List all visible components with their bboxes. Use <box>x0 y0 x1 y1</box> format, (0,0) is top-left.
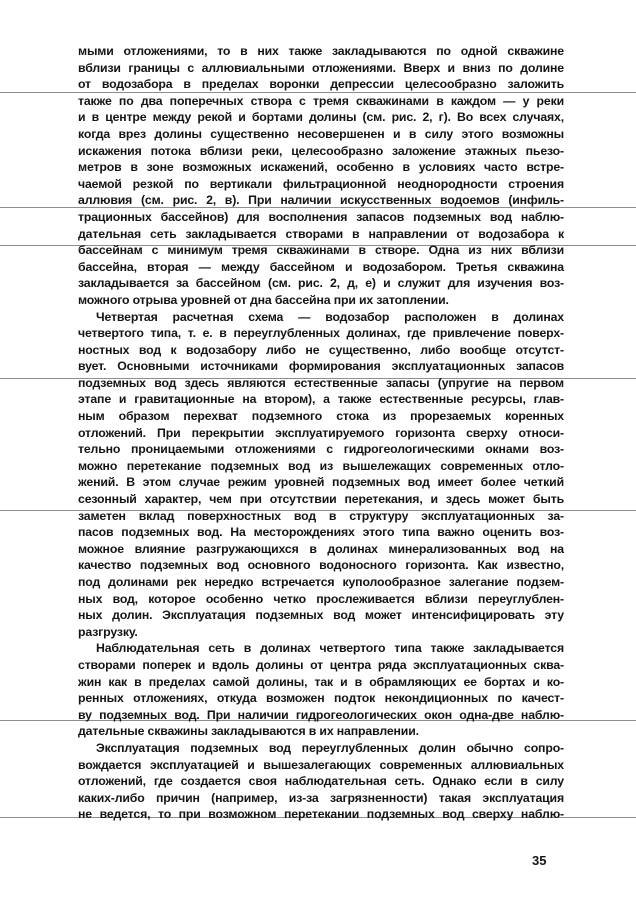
text-line: вблизи границы с аллювиальными отложениями. Вверх и вниз по долине <box>78 60 564 75</box>
text-line: этапе и гравитационные на втором), а также естественные ресурсы, глав- <box>78 392 564 407</box>
text-line: четвертого типа, т. е. в переуглубленных долинах, где привлечение поверх- <box>78 326 564 341</box>
text-line: отложений. При перекрытии эксплуатируемого горизонта сверху относи- <box>78 425 564 440</box>
text-line: заметен вклад поверхностных вод в структуру эксплуатационных за- <box>78 508 564 523</box>
text-line: и в центре между рекой и бортами долины (см. рис. 2, г). Во всех случаях, <box>78 110 564 125</box>
text-line: также по два поперечных створа с тремя скважинами в каждом — у реки <box>78 93 564 108</box>
text-line: можное влияние разгружающихся в долинах минерализованных вод на <box>78 541 564 556</box>
body-text <box>78 43 564 823</box>
text-line: ву подземных вод. При наличии гидрогеологических окон одна-две наблю- <box>78 707 564 722</box>
text-line: ных вод, которое особенно четко прослеживается вблизи переуглублен- <box>78 591 564 606</box>
text-line: бассейнам с минимум тремя скважинами в створе. Одна из них вблизи <box>78 243 564 258</box>
text-line: Четвертая расчетная схема — водозабор расположен в долинах <box>96 309 564 324</box>
text-line: искажения потока вблизи реки, целесообразно заложение этажных пьезо- <box>78 143 564 158</box>
text-line: можно перетекание подземных вод из вышележащих современных отло- <box>78 458 564 473</box>
text-line: вождается эксплуатацией и вышезалегающих современных аллювиальных <box>78 757 564 772</box>
text-line: сезонный характер, чем при отсутствии перетекания, и здесь может быть <box>78 492 564 507</box>
text-line: тельно проницаемыми отложениями с гидрогеологическими окнами воз- <box>78 442 564 457</box>
text-line: можного отрыва уровней от дна бассейна при их затоплении. <box>78 292 449 307</box>
text-line: жений. В этом случае режим уровней подземных вод имеет более четкий <box>78 475 564 490</box>
text-line: бассейна, вторая — между бассейном и водозабором. Третья скважина <box>78 259 564 274</box>
text-line: жин как в пределах самой долины, так и в обрамляющих ее бортах и ко- <box>78 674 564 689</box>
text-line: чаемой резкой по вертикали фильтрационной неоднородности строения <box>78 176 564 191</box>
text-line: не ведется, то при возможном перетекании подземных вод сверху наблю- <box>78 807 564 822</box>
text-line: аллювия (см. рис. 2, в). При наличии искусственных водоемов (инфиль- <box>78 193 564 208</box>
text-line: створами поперек и вдоль долины от центра ряда эксплуатационных сква- <box>78 657 564 672</box>
text-line: когда врез долины существенно несовершенен и в силу этого возможны <box>78 126 564 141</box>
text-line: Наблюдательная сеть в долинах четвертого типа также закладывается <box>96 641 564 656</box>
text-line: пасов подземных вод. На месторождениях этого типа важно оценить воз- <box>78 525 564 540</box>
text-line: ренных отложениях, откуда возможен подток некондиционных по качест- <box>78 691 564 706</box>
text-line: ностных вод к водозабору либо не существенно, либо вообще отсутст- <box>78 342 564 357</box>
text-line: вует. Основными источниками формирования эксплуатационных запасов <box>78 359 564 374</box>
text-line: дательные скважины закладываются в их направлении. <box>78 724 419 739</box>
text-line: ных долин. Эксплуатация подземных вод может интенсифицировать эту <box>78 608 564 623</box>
text-line: мыми отложениями, то в них также закладываются по одной скважине <box>78 44 564 58</box>
text-line: Эксплуатация подземных вод переуглубленных долин обычно сопро- <box>96 740 564 755</box>
page-number: 35 <box>532 853 547 868</box>
text-line: от водозабора в пределах воронки депрессии целесообразно заложить <box>78 77 564 92</box>
text-line: метров в зоне возможных искажений, особенно в условиях часто встре- <box>78 160 564 175</box>
text-line: под долинами рек нередко встречается куполообразное залегание подзем- <box>78 575 564 589</box>
text-line: ным образом перехват подземного стока из прорезаемых коренных <box>78 409 564 424</box>
text-line: каких-либо причин (например, из-за загрязненности) такая эксплуатация <box>78 790 564 805</box>
text-line: подземных вод здесь являются естественные запасы (упругие на первом <box>78 375 564 390</box>
text-line: трационных бассейнов) для восполнения запасов подземных вод наблю- <box>78 209 564 224</box>
text-line: качество подземных вод основного водоносного горизонта. Как известно, <box>78 558 564 573</box>
text-line: разгрузку. <box>78 624 138 639</box>
text-line: дательная сеть закладывается створами в направлении от водозабора к <box>78 226 564 241</box>
text-line: отложений, где создается своя наблюдательная сеть. Однако если в силу <box>78 774 564 789</box>
text-line: закладывается за бассейном (см. рис. 2, д, е) и служит для изучения воз- <box>78 276 564 291</box>
